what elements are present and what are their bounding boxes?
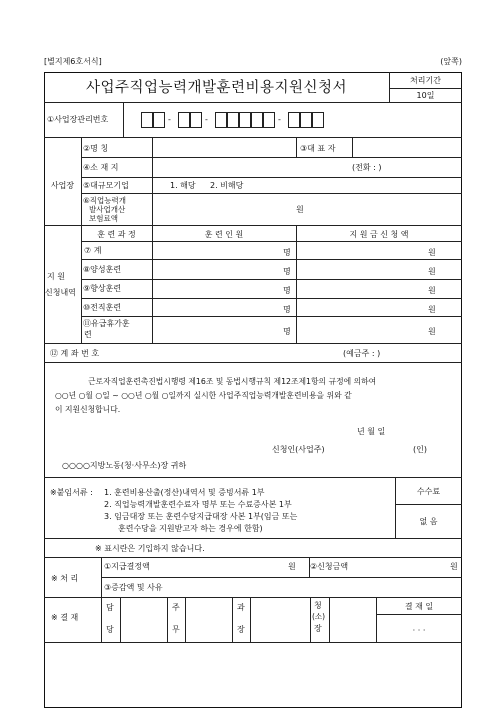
scale-option-applicable[interactable]: 1. 해당 <box>170 181 196 190</box>
paid-leave-label: ⑪유급휴가훈 <box>83 319 130 328</box>
application-date[interactable]: 년 월 일 <box>357 427 386 436</box>
attachment-item: 1. 훈련비용산출(정산)내역서 및 증빙서류 1부 <box>104 488 265 497</box>
account-holder-field[interactable]: (예금주 : ) <box>343 349 381 358</box>
processing-period-value: 10일 <box>416 91 435 100</box>
attachment-item: 3. 임금대장 또는 훈련수당지급대장 사본 1부(임금 또는 <box>104 512 298 521</box>
reg-digit-box[interactable] <box>227 112 239 128</box>
business-name-field[interactable] <box>153 138 296 158</box>
reg-digit-box[interactable] <box>178 112 190 128</box>
applicant-label: 신청인(사업주) <box>272 445 325 454</box>
column-course: 훈 련 과 정 <box>97 230 136 239</box>
phone-field[interactable]: (전화 : ) <box>352 163 382 172</box>
attachments-label: ※붙임서류 : <box>50 488 93 497</box>
support-row-label: ⑩전직훈련 <box>83 303 122 312</box>
scale-option-not-applicable[interactable]: 2. 비해당 <box>210 181 244 190</box>
address-label: ④소 재 지 <box>83 163 119 172</box>
approval-date-label: 결 재 일 <box>404 602 434 611</box>
seal-label: (인) <box>413 445 427 454</box>
business-registration-label: ①사업장관리번호 <box>47 115 109 124</box>
reg-digit-box[interactable] <box>239 112 251 128</box>
business-group-label: 사업장 <box>50 181 75 190</box>
reg-digit-box[interactable] <box>263 112 275 128</box>
reg-digit-box[interactable] <box>251 112 263 128</box>
attachment-item: 훈련수당을 지원받고자 하는 경우에 한함) <box>118 524 263 533</box>
account-number-label: ⑫ 계 좌 번 호 <box>50 349 100 358</box>
approval-label: ※ 결 재 <box>51 613 79 622</box>
processing-label: ※ 처 리 <box>51 574 79 583</box>
fee-label: 수수료 <box>416 487 441 496</box>
form-number: [별지제6호서식] <box>44 57 102 66</box>
statement-line-2: ○○년 ○월 ○일 ~ ○○년 ○월 ○일까지 실시한 사업주직업능력개발훈련비용을 위와 같 <box>55 391 352 400</box>
support-row-label: ⑨향상훈련 <box>83 284 122 293</box>
approval-date-value[interactable]: · · · <box>412 626 426 635</box>
address-field[interactable] <box>153 158 348 176</box>
support-row-label: ⑦ 계 <box>84 246 102 255</box>
decided-amount-label: ①지급결정액 <box>104 562 150 571</box>
reg-digit-box[interactable] <box>312 112 324 128</box>
reg-digit-box[interactable] <box>300 112 312 128</box>
statement-line-1: 근로자직업훈련촉진법시행령 제16조 및 동법시행규칙 제12조제1항의 규정에 의하여 <box>88 377 377 386</box>
representative-label: ③대 표 자 <box>300 144 336 153</box>
requested-amount-label: ②신청금액 <box>310 562 349 571</box>
reg-digit-box[interactable] <box>141 112 153 128</box>
business-name-label: ②명 칭 <box>83 144 109 153</box>
fee-value: 없 음 <box>419 517 438 526</box>
statement-line-3: 이 지원신청합니다. <box>55 405 121 414</box>
column-trainees: 훈 련 인 원 <box>204 230 244 239</box>
notice-text: ※ 표시란은 기입하지 않습니다. <box>95 544 205 553</box>
reg-digit-box[interactable] <box>153 112 165 128</box>
support-row-label: ⑧양성훈련 <box>83 265 122 274</box>
form-title: 사업주직업능력개발훈련비용지원신청서 <box>85 80 348 96</box>
account-number-field[interactable] <box>130 344 330 362</box>
page-side-label: (앞쪽) <box>440 57 462 66</box>
column-amount: 지 원 금 신 청 액 <box>349 230 409 239</box>
processing-period-label: 처리기간 <box>410 76 441 85</box>
enterprise-scale-label: ⑤대규모기업 <box>83 181 129 190</box>
addressee: ○○○○지방노동(청·사무소)장 귀하 <box>62 461 187 470</box>
difference-reason-label: ③증감액 및 사유 <box>104 583 163 592</box>
insurance-amount-unit: 원 <box>296 205 304 214</box>
attachment-item: 2. 직업능력개발훈련수료자 명부 또는 수료증사본 1부 <box>104 500 292 509</box>
reg-digit-box[interactable] <box>190 112 202 128</box>
reg-digit-box[interactable] <box>215 112 227 128</box>
representative-field[interactable] <box>353 138 461 157</box>
reg-digit-box[interactable] <box>288 112 300 128</box>
